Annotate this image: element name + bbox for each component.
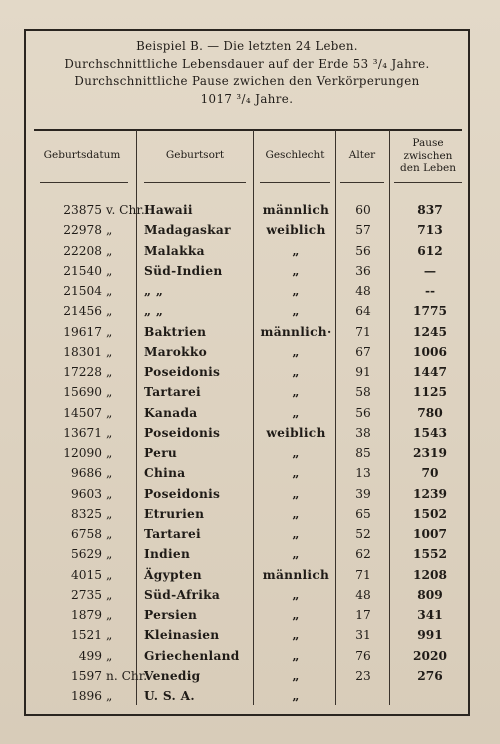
birthplace-cell: Tartarei: [144, 385, 201, 400]
birth-year-cell: 4015: [70, 567, 102, 582]
pause-cell: 809: [417, 587, 443, 602]
birth-year-cell: 1879: [70, 608, 102, 622]
birth-year-cell: 21540: [63, 263, 102, 278]
table-row: [26, 264, 468, 284]
era-cell: „: [106, 527, 113, 541]
era-cell: „: [106, 284, 113, 298]
birthplace-cell: Süd-Indien: [144, 263, 223, 278]
era-cell: „: [106, 385, 113, 400]
era-cell: „: [106, 648, 113, 663]
birthplace-cell: Poseidonis: [144, 486, 221, 501]
table-row: [26, 426, 468, 446]
column-header-pause-line: zwischen: [403, 149, 453, 162]
era-cell: „: [106, 365, 113, 379]
birthplace-cell: U. S. A.: [144, 689, 195, 703]
age-cell: 13: [355, 466, 371, 481]
age-cell: 65: [355, 506, 371, 521]
age-cell: 36: [355, 263, 371, 278]
sex-cell: „: [292, 365, 300, 379]
birthplace-cell: Indien: [144, 547, 191, 562]
sex-cell: „: [292, 405, 300, 420]
sex-cell: „: [292, 466, 300, 481]
birth-year-cell: 1521: [70, 628, 102, 643]
birth-year-cell: 15690: [63, 385, 102, 400]
era-cell: „: [106, 324, 113, 339]
pause-cell: 70: [421, 466, 439, 481]
birth-year-cell: 9603: [70, 486, 102, 501]
table-row: [26, 345, 468, 365]
era-cell: „: [106, 304, 113, 319]
era-cell: „: [106, 689, 113, 703]
sex-cell: „: [292, 648, 300, 663]
pause-cell: 2020: [413, 648, 447, 663]
pause-cell: 1245: [413, 324, 447, 339]
birthplace-cell: Madagaskar: [144, 223, 231, 238]
sex-cell: „: [292, 385, 300, 400]
table-row: [26, 649, 468, 669]
era-cell: „: [106, 547, 113, 562]
column-header-pause-line: Pause: [412, 137, 444, 149]
heading-title: Beispiel B. — Die letzten 24 Leben.: [136, 39, 358, 53]
birthplace-cell: Kanada: [144, 405, 198, 420]
sex-cell: „: [292, 506, 300, 521]
table-row: [26, 406, 468, 426]
table-row: [26, 284, 468, 304]
birthplace-cell: Marokko: [144, 344, 208, 359]
age-cell: 52: [355, 527, 371, 541]
sex-cell: „: [292, 243, 300, 258]
birth-year-cell: 19617: [63, 324, 102, 339]
age-cell: 85: [355, 446, 371, 460]
pause-cell: 1125: [413, 385, 447, 400]
birth-year-cell: 14507: [63, 405, 102, 420]
era-cell: „: [106, 506, 113, 521]
era-cell: „: [106, 608, 113, 622]
era-cell: „: [106, 486, 113, 501]
age-cell: 38: [355, 425, 371, 440]
sex-cell: „: [292, 304, 300, 319]
column-header-birthdate: Geburtsdatum: [43, 149, 121, 161]
birth-year-cell: 1896: [70, 689, 102, 703]
age-cell: 58: [355, 385, 371, 400]
era-cell: „: [106, 425, 113, 440]
birth-year-cell: 8325: [70, 506, 102, 521]
pause-cell: —: [423, 263, 437, 278]
age-cell: 67: [355, 344, 371, 359]
pause-cell: 1552: [413, 547, 447, 562]
sex-cell: weiblich: [266, 425, 326, 440]
pause-cell: 991: [417, 628, 443, 643]
header-underline: [260, 182, 330, 183]
age-cell: 17: [355, 608, 371, 622]
header-underline: [340, 182, 384, 183]
pause-cell: 1502: [413, 506, 447, 521]
heading-pause-value: 1017 ³/₄ Jahre.: [200, 91, 294, 106]
table-row: [26, 244, 468, 264]
table-row: [26, 385, 468, 405]
column-header-sex: Geschlecht: [265, 149, 325, 161]
sex-cell: „: [292, 587, 300, 602]
age-cell: 71: [355, 567, 371, 582]
era-cell: „: [106, 446, 113, 460]
birthplace-cell: Malakka: [144, 243, 205, 258]
pause-cell: 1775: [413, 304, 447, 319]
era-cell: „: [106, 628, 113, 643]
birthplace-cell: Süd-Afrika: [144, 587, 221, 602]
column-header-pause-line: den Leben: [400, 162, 456, 174]
birth-year-cell: 13671: [63, 425, 102, 440]
era-cell: „: [106, 243, 113, 258]
heading-lifespan: Durchschnittliche Lebensdauer auf der Erde 53 ³/₄ Jahre.: [64, 56, 430, 71]
pause-cell: 2319: [413, 446, 447, 460]
pause-cell: 1239: [413, 486, 447, 501]
birthplace-cell: Peru: [144, 446, 178, 460]
sex-cell: männlich: [262, 203, 330, 217]
birthplace-cell: Persien: [144, 608, 198, 622]
pause-cell: 1007: [413, 527, 447, 541]
birth-year-cell: 5629: [70, 547, 102, 562]
birth-year-cell: 499: [78, 648, 102, 663]
table-row: [26, 325, 468, 345]
birthplace-cell: Baktrien: [144, 324, 207, 339]
column-header-age: Alter: [348, 149, 376, 161]
age-cell: 76: [355, 648, 371, 663]
pause-cell: 276: [417, 668, 443, 683]
pause-cell: 341: [417, 608, 443, 622]
sex-cell: „: [292, 547, 300, 562]
era-cell: „: [106, 587, 113, 602]
sex-cell: „: [292, 527, 300, 541]
pause-cell: 1543: [413, 425, 447, 440]
birthplace-cell: Poseidonis: [144, 365, 221, 379]
birth-year-cell: 2735: [70, 587, 102, 602]
era-cell: „: [106, 263, 113, 278]
age-cell: 91: [355, 365, 371, 379]
birthplace-cell: Tartarei: [144, 527, 201, 541]
era-cell: n. Chr.: [106, 668, 148, 683]
age-cell: 56: [355, 405, 371, 420]
sex-cell: „: [292, 608, 300, 622]
age-cell: 57: [355, 223, 371, 238]
table-row: [26, 507, 468, 527]
age-cell: 64: [355, 304, 371, 319]
birth-year-cell: 22978: [63, 223, 102, 238]
birth-year-cell: 17228: [63, 365, 102, 379]
birthplace-cell: Kleinasien: [144, 628, 220, 643]
table-row: [26, 446, 468, 466]
birth-year-cell: 18301: [63, 344, 102, 359]
age-cell: 48: [355, 284, 371, 298]
birth-year-cell: 12090: [63, 446, 102, 460]
pause-cell: 837: [417, 203, 443, 217]
birth-year-cell: 1597: [70, 668, 102, 683]
table-row: [26, 466, 468, 486]
age-cell: 60: [355, 203, 371, 217]
birth-year-cell: 21456: [63, 304, 102, 319]
table-row: [26, 568, 468, 588]
age-cell: 48: [355, 587, 371, 602]
header-rule: [34, 129, 462, 131]
birthplace-cell: „ „: [144, 284, 164, 298]
table-row: [26, 203, 468, 223]
sex-cell: weiblich: [266, 223, 326, 238]
table-row: [26, 588, 468, 608]
era-cell: v. Chr.: [106, 203, 145, 217]
table-row: [26, 527, 468, 547]
birthplace-cell: Poseidonis: [144, 425, 221, 440]
sex-cell: männlich·: [260, 324, 332, 339]
table-row: [26, 669, 468, 689]
birth-year-cell: 9686: [70, 466, 102, 481]
table-row: [26, 304, 468, 324]
age-cell: 39: [355, 486, 371, 501]
table-row: [26, 689, 468, 709]
sex-cell: „: [292, 486, 300, 501]
pause-cell: 612: [417, 243, 443, 258]
sex-cell: „: [292, 689, 300, 703]
age-cell: 71: [355, 324, 371, 339]
birth-year-cell: 6758: [70, 527, 102, 541]
table-row: [26, 487, 468, 507]
age-cell: 23: [355, 668, 371, 683]
pause-cell: --: [424, 284, 436, 298]
header-underline: [394, 182, 462, 183]
birthplace-cell: China: [144, 466, 186, 481]
birthplace-cell: Ägypten: [144, 567, 202, 582]
table-row: [26, 608, 468, 628]
birthplace-cell: Etrurien: [144, 506, 205, 521]
sex-cell: männlich: [262, 567, 330, 582]
sex-cell: „: [292, 446, 300, 460]
era-cell: „: [106, 223, 113, 238]
birthplace-cell: Venedig: [144, 668, 201, 683]
sex-cell: „: [292, 628, 300, 643]
table-row: [26, 223, 468, 243]
pause-cell: 780: [417, 405, 443, 420]
table-row: [26, 365, 468, 385]
table-row: [26, 628, 468, 648]
birthplace-cell: Hawaii: [144, 203, 193, 217]
birthplace-cell: Griechenland: [144, 648, 240, 663]
column-header-birthplace: Geburtsort: [165, 149, 225, 161]
pause-cell: 1447: [413, 365, 447, 379]
pause-cell: 1006: [413, 344, 447, 359]
pause-cell: 1208: [413, 567, 447, 582]
table-row: [26, 547, 468, 567]
pause-cell: 713: [417, 223, 443, 238]
era-cell: „: [106, 567, 113, 582]
age-cell: 62: [355, 547, 371, 562]
birth-year-cell: 21504: [63, 284, 102, 298]
era-cell: „: [106, 405, 113, 420]
column-header-pause: [390, 137, 466, 175]
birth-year-cell: 22208: [63, 243, 102, 258]
age-cell: 31: [355, 628, 371, 643]
heading-pause: Durchschnittliche Pause zwichen den Verkörperungen: [74, 74, 420, 88]
era-cell: „: [106, 344, 113, 359]
sex-cell: „: [292, 263, 300, 278]
birth-year-cell: 23875: [63, 203, 102, 217]
table-frame: [24, 29, 470, 716]
header-underline: [144, 182, 246, 183]
age-cell: 56: [355, 243, 371, 258]
sex-cell: „: [292, 284, 300, 298]
header-underline: [40, 182, 128, 183]
table-heading: [26, 38, 468, 108]
sex-cell: „: [292, 344, 300, 359]
birthplace-cell: „ „: [144, 304, 164, 319]
era-cell: „: [106, 466, 113, 481]
sex-cell: „: [292, 668, 300, 683]
